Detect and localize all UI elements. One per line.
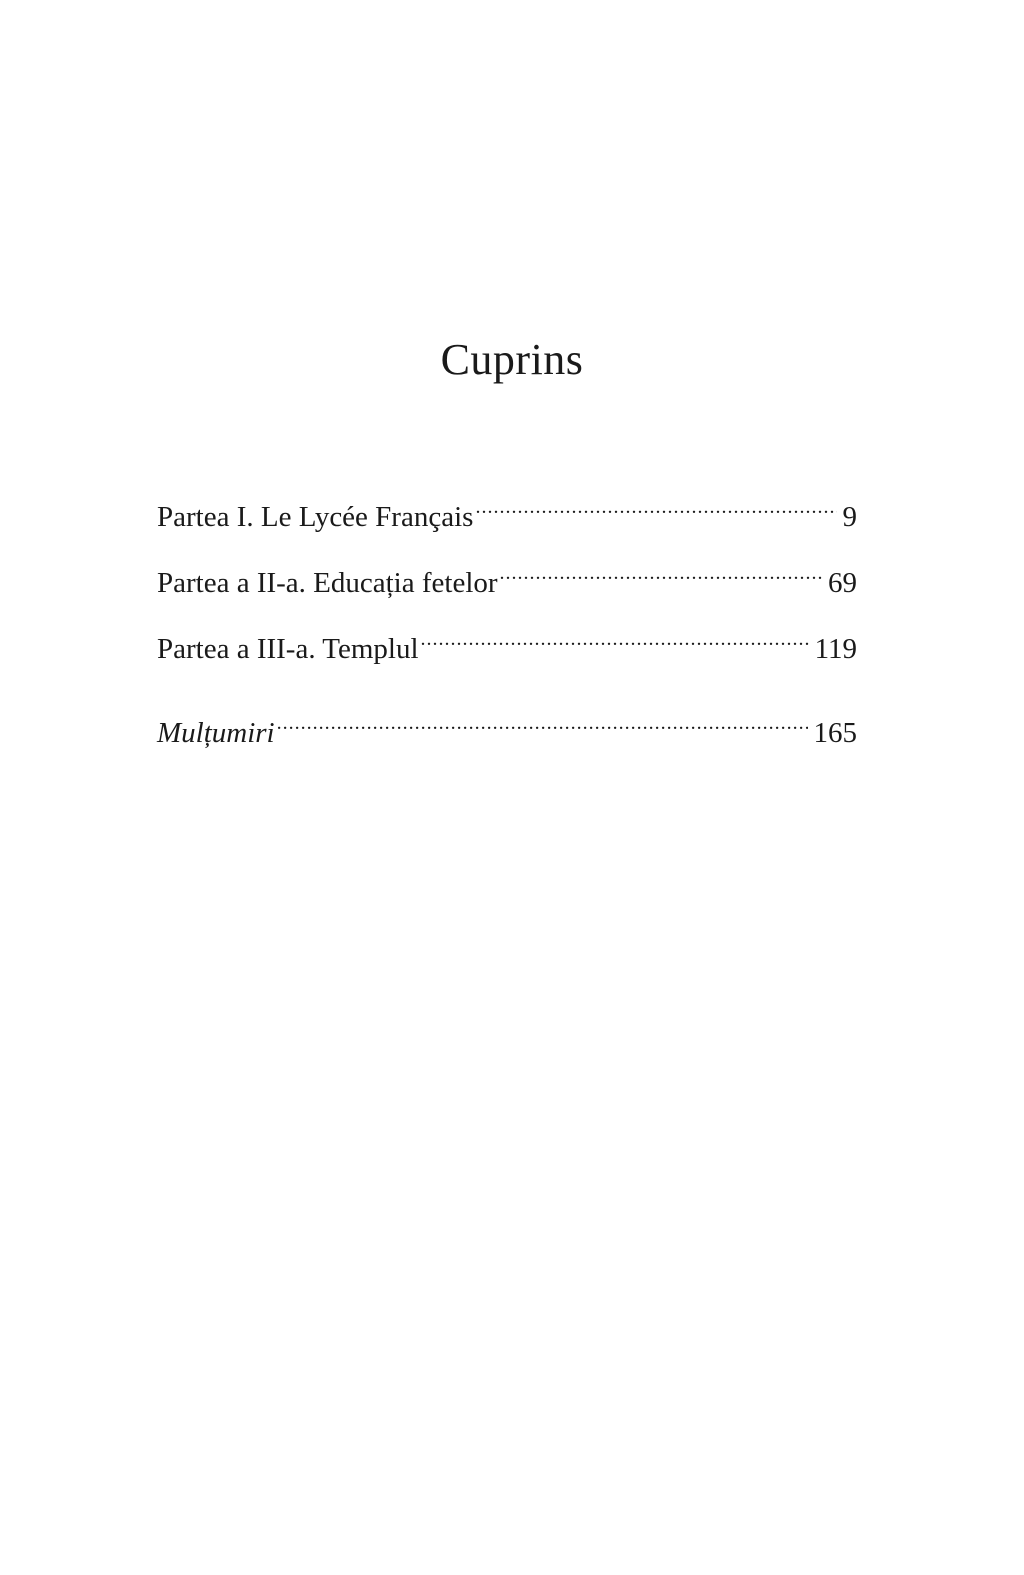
- toc-entry-acknowledgements[interactable]: [157, 698, 857, 749]
- toc-entry-page-number: 69: [828, 567, 857, 599]
- toc-entry-part-3[interactable]: [157, 614, 857, 665]
- toc-entry-part-1[interactable]: [157, 482, 857, 533]
- dot-leader: [277, 698, 808, 742]
- dot-leader: [421, 614, 809, 658]
- toc-entry-page-number: 165: [813, 717, 857, 749]
- toc-entry-page-number: 9: [842, 501, 857, 533]
- toc-entry-page-number: 119: [814, 633, 857, 665]
- page-title: Cuprins: [440, 335, 584, 384]
- table-of-contents: [157, 482, 857, 749]
- toc-entry-label: Partea I. Le Lycée Français: [157, 501, 474, 533]
- toc-entry-part-2[interactable]: [157, 548, 857, 599]
- dot-leader: [500, 548, 822, 592]
- toc-entry-label: Mulțumiri: [157, 717, 275, 749]
- toc-entry-label: Partea a II-a. Educația fetelor: [157, 567, 498, 599]
- toc-entry-label: Partea a III-a. Templul: [157, 633, 419, 665]
- dot-leader: [475, 482, 836, 526]
